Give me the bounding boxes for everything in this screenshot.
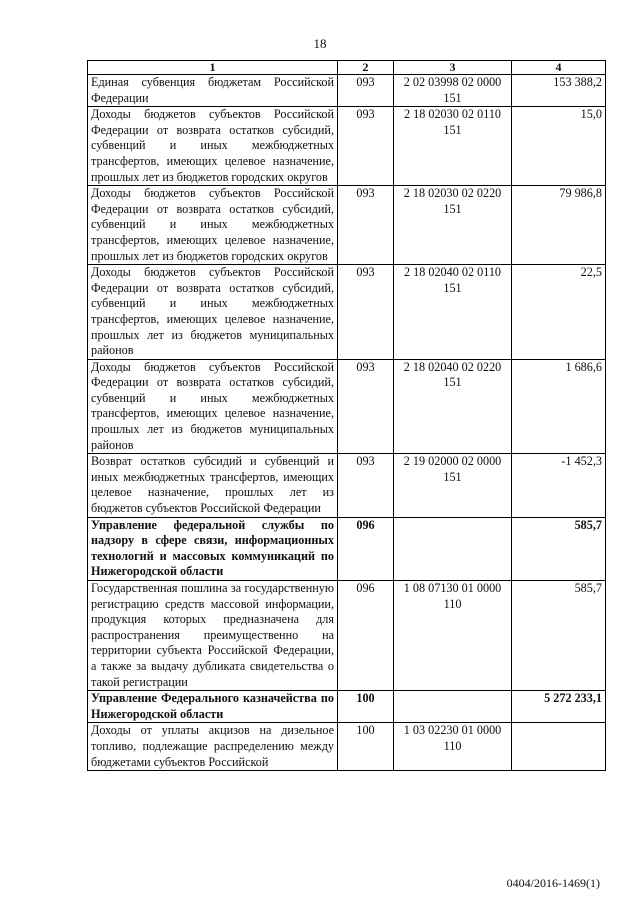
row-name-cell: Единая субвенция бюджетам Российской Федерации	[88, 75, 338, 107]
row-name-cell: Доходы бюджетов субъектов Российской Федерации от возврата остатков субсидий, субвенций и иных межбюджетных трансфертов, имеющих целевое назначение, прошлых лет из бюджетов городских округов	[88, 107, 338, 186]
row-code-cell: 2 02 03998 02 0000 151	[394, 75, 512, 107]
row-code-cell: 1 08 07130 01 0000 110	[394, 581, 512, 691]
row-amount-cell: -1 452,3	[512, 454, 606, 517]
column-header-3: 3	[394, 61, 512, 75]
row-chapter-cell: 096	[338, 517, 394, 580]
row-code-cell: 2 19 02000 02 0000 151	[394, 454, 512, 517]
document-registration-number: 0404/2016-1469(1)	[506, 876, 600, 890]
row-name-cell: Управление Федерального казначейства по Нижегородской области	[88, 691, 338, 723]
table-row	[88, 454, 606, 517]
row-amount-cell: 22,5	[512, 265, 606, 360]
row-chapter-cell: 100	[338, 723, 394, 771]
row-amount-cell	[512, 723, 606, 771]
column-header-4: 4	[512, 61, 606, 75]
row-chapter-cell: 093	[338, 186, 394, 265]
column-header-1: 1	[88, 61, 338, 75]
row-amount-cell: 79 986,8	[512, 186, 606, 265]
row-code-cell	[394, 691, 512, 723]
row-amount-cell: 585,7	[512, 581, 606, 691]
row-name-cell: Доходы бюджетов субъектов Российской Федерации от возврата остатков субсидий, субвенций и иных межбюджетных трансфертов, имеющих целевое назначение, прошлых лет из бюджетов муниципальных районов	[88, 359, 338, 454]
row-chapter-cell: 093	[338, 454, 394, 517]
row-amount-cell: 585,7	[512, 517, 606, 580]
row-code-cell: 2 18 02040 02 0110 151	[394, 265, 512, 360]
row-name-cell: Возврат остатков субсидий и субвенций и иных межбюджетных трансфертов, имеющих целевое назначение, прошлых лет из бюджетов субъектов Российской Федерации	[88, 454, 338, 517]
budget-revenue-table	[87, 60, 606, 771]
table-row	[88, 691, 606, 723]
row-name-cell: Доходы бюджетов субъектов Российской Федерации от возврата остатков субсидий, субвенций и иных межбюджетных трансфертов, имеющих целевое назначение, прошлых лет из бюджетов городских округов	[88, 186, 338, 265]
row-name-cell: Доходы от уплаты акцизов на дизельное топливо, подлежащие распределению между бюджетами субъектов Российской	[88, 723, 338, 771]
row-name-cell: Государственная пошлина за государственную регистрацию средств массовой информации, продукция которых предназначена для распространения преимущественно на территории субъекта Российской Федерации, а также за выдачу дубликата свидетельства о такой регистрации	[88, 581, 338, 691]
column-header-2: 2	[338, 61, 394, 75]
table-row	[88, 581, 606, 691]
row-chapter-cell: 093	[338, 265, 394, 360]
row-code-cell: 2 18 02030 02 0110 151	[394, 107, 512, 186]
row-name-cell: Управление федеральной службы по надзору в сфере связи, информационных технологий и массовых коммуникаций по Нижегородской области	[88, 517, 338, 580]
table-row	[88, 723, 606, 771]
row-chapter-cell: 093	[338, 359, 394, 454]
row-name-cell: Доходы бюджетов субъектов Российской Федерации от возврата остатков субсидий, субвенций и иных межбюджетных трансфертов, имеющих целевое назначение, прошлых лет из бюджетов муниципальных районов	[88, 265, 338, 360]
row-chapter-cell: 093	[338, 107, 394, 186]
table-row	[88, 186, 606, 265]
row-chapter-cell: 096	[338, 581, 394, 691]
row-chapter-cell: 100	[338, 691, 394, 723]
table-row	[88, 359, 606, 454]
row-amount-cell: 1 686,6	[512, 359, 606, 454]
table-header-row	[88, 61, 606, 75]
row-amount-cell: 15,0	[512, 107, 606, 186]
row-amount-cell: 5 272 233,1	[512, 691, 606, 723]
table-row	[88, 107, 606, 186]
row-code-cell: 2 18 02040 02 0220 151	[394, 359, 512, 454]
row-code-cell	[394, 517, 512, 580]
row-code-cell: 1 03 02230 01 0000 110	[394, 723, 512, 771]
row-amount-cell: 153 388,2	[512, 75, 606, 107]
table-row	[88, 265, 606, 360]
table-row	[88, 517, 606, 580]
row-chapter-cell: 093	[338, 75, 394, 107]
table-body	[88, 75, 606, 771]
table-row	[88, 75, 606, 107]
row-code-cell: 2 18 02030 02 0220 151	[394, 186, 512, 265]
page-number: 18	[313, 36, 327, 51]
